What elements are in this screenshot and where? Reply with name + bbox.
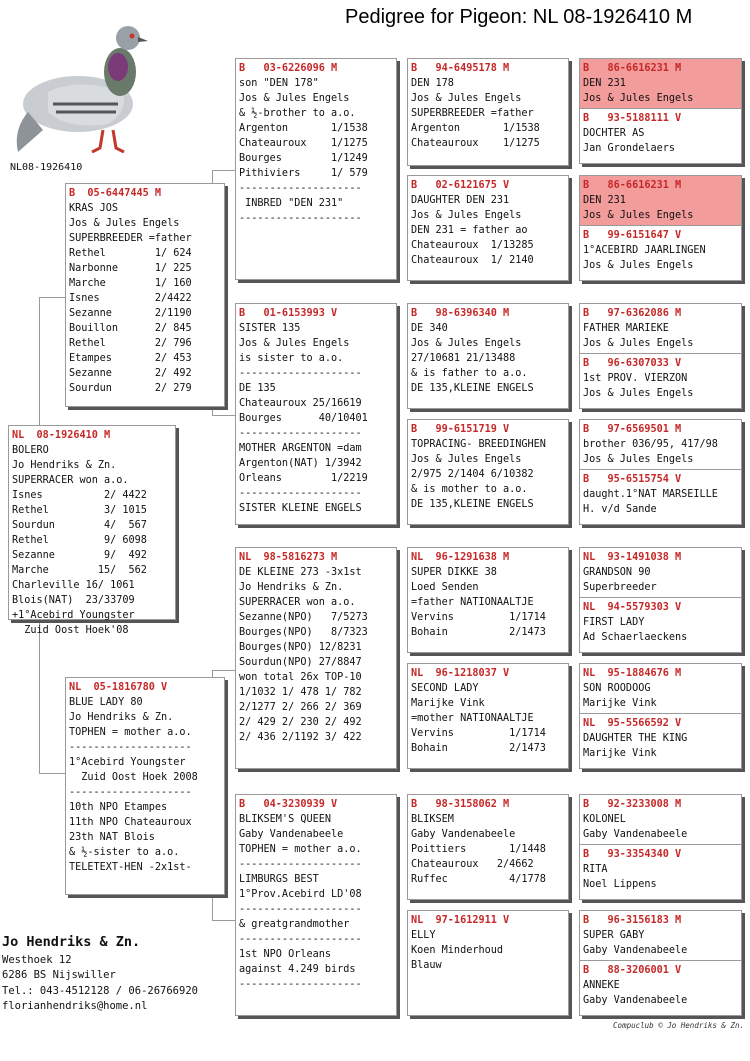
card-line: SUPERBREEDER =father xyxy=(69,233,192,244)
card-line: Narbonne 1/ 225 xyxy=(69,263,192,274)
card-line: Sourdun 2/ 279 xyxy=(69,383,192,394)
card-line: son "DEN 178" xyxy=(239,78,319,89)
card-line: Blois(NAT) 23/33709 xyxy=(12,595,135,606)
card-line: Jo Hendriks & Zn. xyxy=(239,582,344,593)
ring-number: B 96-3156183 M xyxy=(583,915,682,926)
card-line: Jos & Jules Engels xyxy=(583,454,694,465)
grandparent-card xyxy=(235,303,397,525)
card-line: INBRED "DEN 231" xyxy=(239,198,344,209)
father-card xyxy=(65,183,225,407)
ring-number: B 88-3206001 V xyxy=(583,965,682,976)
card-line: 2/1277 2/ 266 2/ 369 xyxy=(239,702,362,713)
ring-number: B 86-6616231 M xyxy=(583,63,682,74)
card-line: 2/ 436 2/1192 3/ 422 xyxy=(239,732,362,743)
card-line: against 4.249 birds xyxy=(239,964,356,975)
card-line: Marijke Vink xyxy=(411,698,485,709)
card-line: Sezanne 2/ 492 xyxy=(69,368,192,379)
card-line: -------------------- xyxy=(239,934,362,945)
card-line: SISTER 135 xyxy=(239,323,301,334)
ring-number: NL 94-5579303 V xyxy=(583,602,682,613)
card-line: DE 135,KLEINE ENGELS xyxy=(411,383,534,394)
card-line: daught.1°NAT MARSEILLE xyxy=(583,489,718,500)
card-line: Jos & Jules Engels xyxy=(411,93,522,104)
card-line: Chateauroux 1/13285 xyxy=(411,240,534,251)
card-line: ELLY xyxy=(411,930,436,941)
g4-sire xyxy=(580,59,741,108)
g4-pair-card xyxy=(579,910,742,1016)
card-line: Chateauroux 25/16619 xyxy=(239,398,362,409)
great-grandparent-card xyxy=(407,663,569,769)
card-line: Sourdun 4/ 567 xyxy=(12,520,147,531)
card-line: DAUGHTER DEN 231 xyxy=(411,195,510,206)
connector-line xyxy=(39,773,66,774)
connector-line xyxy=(212,170,235,171)
card-line: Chateauroux 2/4662 xyxy=(411,859,534,870)
card-line: DE 340 xyxy=(411,323,448,334)
ring-number: B 93-5188111 V xyxy=(583,113,682,124)
g4-dam xyxy=(580,225,741,282)
card-line: Bourges 40/10401 xyxy=(239,413,368,424)
card-line: Bohain 2/1473 xyxy=(411,627,546,638)
card-line: +1°Acebird Youngster xyxy=(12,610,135,621)
ring-number: B 93-3354340 V xyxy=(583,849,682,860)
card-line: Bourges 1/1249 xyxy=(239,153,368,164)
g4-pair-card xyxy=(579,58,742,164)
card-line: TOPRACING- BREEDINGHEN xyxy=(411,439,546,450)
card-line: -------------------- xyxy=(239,488,362,499)
card-line: BLUE LADY 80 xyxy=(69,697,143,708)
g4-dam xyxy=(580,960,741,1017)
card-line: DE 135 xyxy=(239,383,276,394)
subject-card xyxy=(8,425,176,636)
card-line: TOPHEN = mother a.o. xyxy=(239,844,362,855)
card-line: TELETEXT-HEN -2x1st- xyxy=(69,862,192,873)
card-line: Jo Hendriks & Zn. xyxy=(69,712,174,723)
card-line: -------------------- xyxy=(69,787,192,798)
card-line: Gaby Vandenabeele xyxy=(411,829,516,840)
card-line: KRAS JOS xyxy=(69,203,119,214)
owner-block xyxy=(2,935,198,1015)
page-title: Pedigree for Pigeon: NL 08-1926410 M xyxy=(345,6,693,28)
ring-number: B 95-6515754 V xyxy=(583,474,682,485)
ring-number: NL 98-5816273 M xyxy=(239,552,338,563)
card-line: Jos & Jules Engels xyxy=(239,338,350,349)
card-line: 2/ 429 2/ 230 2/ 492 xyxy=(239,717,362,728)
card-line: SUPER GABY xyxy=(583,930,645,941)
card-line: 1st PROV. VIERZON xyxy=(583,373,688,384)
g4-pair-card xyxy=(579,794,742,900)
card-line: Vervins 1/1714 xyxy=(411,612,546,623)
card-line: Marijke Vink xyxy=(583,698,657,709)
card-line: Ruffec 4/1778 xyxy=(411,874,546,885)
card-line: TOPHEN = mother a.o. xyxy=(69,727,192,738)
card-line: Sourdun(NPO) 27/8847 xyxy=(239,657,362,668)
card-line: RITA xyxy=(583,864,608,875)
ring-number: B 02-6121675 V xyxy=(411,180,510,191)
card-line: DOCHTER AS xyxy=(583,128,645,139)
card-line: Orleans 1/2219 xyxy=(239,473,368,484)
great-grandparent-card xyxy=(407,175,569,281)
card-line: Jos & Jules Engels xyxy=(583,388,694,399)
g4-dam xyxy=(580,353,741,410)
card-line: 23th NAT Blois xyxy=(69,832,155,843)
card-line: Jos & Jules Engels xyxy=(411,454,522,465)
card-line: Jos & Jules Engels xyxy=(583,338,694,349)
card-line: & ½-sister to a.o. xyxy=(69,847,180,858)
ring-number: NL 95-1884676 M xyxy=(583,668,682,679)
card-line: 11th NPO Chateauroux xyxy=(69,817,192,828)
card-line: SUPERRACER won a.o. xyxy=(12,475,129,486)
card-line: SISTER KLEINE ENGELS xyxy=(239,503,362,514)
card-line: 1°Acebird Youngster xyxy=(69,757,186,768)
card-line: Gaby Vandenabeele xyxy=(583,995,688,1006)
card-line: ANNEKE xyxy=(583,980,620,991)
card-line: Gaby Vandenabeele xyxy=(239,829,344,840)
card-line: KOLONEL xyxy=(583,814,626,825)
card-line: SECOND LADY xyxy=(411,683,479,694)
card-line: Bourges(NPO) 8/7323 xyxy=(239,627,368,638)
card-line: 1/1032 1/ 478 1/ 782 xyxy=(239,687,362,698)
card-line: =mother NATIONAALTJE xyxy=(411,713,534,724)
card-line: & is father to a.o. xyxy=(411,368,528,379)
g4-pair-card xyxy=(579,547,742,653)
card-line: & is mother to a.o. xyxy=(411,484,528,495)
card-line: Argenton(NAT) 1/3942 xyxy=(239,458,362,469)
card-line: FATHER MARIEKE xyxy=(583,323,669,334)
card-line: Marche 15/ 562 xyxy=(12,565,147,576)
connector-line xyxy=(39,297,40,425)
card-line: Poittiers 1/1448 xyxy=(411,844,546,855)
owner-line: Westhoek 12 xyxy=(2,953,72,966)
card-line: Loed Senden xyxy=(411,582,479,593)
card-line: Sezanne 2/1190 xyxy=(69,308,192,319)
ring-number: B 05-6447445 M xyxy=(69,188,162,199)
card-line: Jan Grondelaers xyxy=(583,143,676,154)
card-line: Koen Minderhoud xyxy=(411,945,504,956)
card-line: FIRST LADY xyxy=(583,617,645,628)
card-line: Argenton 1/1538 xyxy=(239,123,368,134)
grandparent-card xyxy=(235,547,397,769)
card-line: Pithiviers 1/ 579 xyxy=(239,168,368,179)
card-line: Superbreeder xyxy=(583,582,657,593)
card-line: SUPERRACER won a.o. xyxy=(239,597,356,608)
g4-sire xyxy=(580,911,741,960)
card-line: -------------------- xyxy=(239,428,362,439)
card-line: Isnes 2/ 4422 xyxy=(12,490,147,501)
card-line: Marijke Vink xyxy=(583,748,657,759)
card-line: Jos & Jules Engels xyxy=(411,338,522,349)
g4-pair-card xyxy=(579,303,742,409)
card-line: DEN 231 xyxy=(583,195,626,206)
g4-dam xyxy=(580,597,741,654)
ring-number-label: NL08-1926410 xyxy=(10,162,83,173)
card-line: Rethel 1/ 624 xyxy=(69,248,192,259)
connector-line xyxy=(212,670,235,671)
card-line: Noel Lippens xyxy=(583,879,657,890)
connector-line xyxy=(39,618,40,773)
card-line: Jos & Jules Engels xyxy=(583,93,694,104)
card-line: 1st NPO Orleans xyxy=(239,949,332,960)
ring-number: B 99-6151647 V xyxy=(583,230,682,241)
g4-sire xyxy=(580,548,741,597)
card-line: SON ROODOOG xyxy=(583,683,651,694)
connector-line xyxy=(212,415,235,416)
card-line: Jos & Jules Engels xyxy=(583,260,694,271)
g4-sire xyxy=(580,795,741,844)
card-line: Marche 1/ 160 xyxy=(69,278,192,289)
ring-number: B 98-6396340 M xyxy=(411,308,510,319)
connector-line xyxy=(39,297,66,298)
card-line: Chateauroux 1/ 2140 xyxy=(411,255,534,266)
ring-number: NL 97-1612911 V xyxy=(411,915,510,926)
card-line: -------------------- xyxy=(239,183,362,194)
card-line: 10th NPO Etampes xyxy=(69,802,168,813)
owner-email[interactable]: florianhendriks@home.nl xyxy=(2,1000,148,1012)
card-line: & greatgrandmother xyxy=(239,919,350,930)
g4-dam xyxy=(580,844,741,901)
mother-card xyxy=(65,677,225,895)
card-line: -------------------- xyxy=(239,213,362,224)
card-line: 1°ACEBIRD JAARLINGEN xyxy=(583,245,706,256)
ring-number: B 86-6616231 M xyxy=(583,180,682,191)
g4-dam xyxy=(580,713,741,770)
ring-number: NL 95-5566592 V xyxy=(583,718,682,729)
ring-number: NL 08-1926410 M xyxy=(12,430,111,441)
card-line: DEN 231 = father ao xyxy=(411,225,528,236)
card-line: Jos & Jules Engels xyxy=(411,210,522,221)
ring-number: B 01-6153993 V xyxy=(239,308,338,319)
owner-line: Tel.: 043-4512128 / 06-26766920 xyxy=(2,984,198,997)
card-line: =father NATIONAALTJE xyxy=(411,597,534,608)
card-line: Jos & Jules Engels xyxy=(69,218,180,229)
card-line: Jos & Jules Engels xyxy=(583,210,694,221)
card-line: & ½-brother to a.o. xyxy=(239,108,356,119)
ring-number: B 94-6495178 M xyxy=(411,63,510,74)
card-line: Sezanne(NPO) 7/5273 xyxy=(239,612,368,623)
g4-sire xyxy=(580,304,741,353)
card-line: BLIKSEM xyxy=(411,814,454,825)
card-line: Jo Hendriks & Zn. xyxy=(12,460,117,471)
ring-number: B 97-6569501 M xyxy=(583,424,682,435)
card-line: Bouillon 2/ 845 xyxy=(69,323,192,334)
card-line: Etampes 2/ 453 xyxy=(69,353,192,364)
card-line: brother 036/95, 417/98 xyxy=(583,439,718,450)
card-line: Chateauroux 1/1275 xyxy=(239,138,368,149)
card-line: Argenton 1/1538 xyxy=(411,123,540,134)
great-grandparent-card xyxy=(407,547,569,653)
great-grandparent-card xyxy=(407,794,569,900)
card-line: Gaby Vandenabeele xyxy=(583,945,688,956)
g4-dam xyxy=(580,469,741,526)
ring-number: NL 93-1491038 M xyxy=(583,552,682,563)
card-line: GRANDSON 90 xyxy=(583,567,651,578)
card-line: -------------------- xyxy=(239,859,362,870)
card-line: DE KLEINE 273 -3x1st xyxy=(239,567,362,578)
card-line: Bohain 2/1473 xyxy=(411,743,546,754)
card-line: BOLERO xyxy=(12,445,49,456)
card-line: BLIKSEM'S QUEEN xyxy=(239,814,332,825)
card-line: Zuid Oost Hoek'08 xyxy=(12,625,129,636)
card-line: DAUGHTER THE KING xyxy=(583,733,688,744)
card-line: 1°Prov.Acebird LD'08 xyxy=(239,889,362,900)
card-line: -------------------- xyxy=(239,979,362,990)
card-line: Zuid Oost Hoek 2008 xyxy=(69,772,198,783)
card-line: Sezanne 9/ 492 xyxy=(12,550,147,561)
connector-line xyxy=(212,920,235,921)
card-line: Gaby Vandenabeele xyxy=(583,829,688,840)
g4-sire xyxy=(580,176,741,225)
ring-number: B 92-3233008 M xyxy=(583,799,682,810)
ring-number: NL 05-1816780 V xyxy=(69,682,168,693)
card-line: is sister to a.o. xyxy=(239,353,344,364)
card-line: Chateauroux 1/1275 xyxy=(411,138,540,149)
card-line: Jos & Jules Engels xyxy=(239,93,350,104)
ring-number: B 96-6307033 V xyxy=(583,358,682,369)
ring-number: B 04-3230939 V xyxy=(239,799,338,810)
footer-credit: Compuclub © Jo Hendriks & Zn. xyxy=(613,1021,744,1030)
great-grandparent-card xyxy=(407,419,569,525)
card-line: SUPER DIKKE 38 xyxy=(411,567,497,578)
g4-sire xyxy=(580,420,741,469)
g4-dam xyxy=(580,108,741,165)
card-line: -------------------- xyxy=(69,742,192,753)
ring-number: NL 96-1218037 V xyxy=(411,668,510,679)
card-line: Ad Schaerlaeckens xyxy=(583,632,688,643)
card-line: Blauw xyxy=(411,960,442,971)
g4-sire xyxy=(580,664,741,713)
card-line: H. v/d Sande xyxy=(583,504,657,515)
card-line: MOTHER ARGENTON =dam xyxy=(239,443,362,454)
grandparent-card xyxy=(235,794,397,1016)
card-line: Rethel 2/ 796 xyxy=(69,338,192,349)
card-line: LIMBURGS BEST xyxy=(239,874,319,885)
great-grandparent-card xyxy=(407,58,569,166)
card-line: Isnes 2/4422 xyxy=(69,293,192,304)
great-grandparent-card xyxy=(407,303,569,409)
card-line: Bourges(NPO) 12/8231 xyxy=(239,642,362,653)
ring-number: NL 96-1291638 M xyxy=(411,552,510,563)
ring-number: B 98-3158062 M xyxy=(411,799,510,810)
great-grandparent-card xyxy=(407,910,569,1016)
card-line: -------------------- xyxy=(239,368,362,379)
owner-name: Jo Hendriks & Zn. xyxy=(2,934,141,950)
ring-number: B 03-6226096 M xyxy=(239,63,338,74)
g4-pair-card xyxy=(579,175,742,281)
card-line: Charleville 16/ 1061 xyxy=(12,580,135,591)
card-line: SUPERBREEDER =father xyxy=(411,108,534,119)
card-line: -------------------- xyxy=(239,904,362,915)
card-line: DEN 178 xyxy=(411,78,454,89)
card-line: won total 26x TOP-10 xyxy=(239,672,362,683)
card-line: DEN 231 xyxy=(583,78,626,89)
g4-pair-card xyxy=(579,663,742,769)
g4-pair-card xyxy=(579,419,742,525)
card-line: Rethel 3/ 1015 xyxy=(12,505,147,516)
card-line: Vervins 1/1714 xyxy=(411,728,546,739)
pigeon-photo xyxy=(8,12,148,162)
ring-number: B 99-6151719 V xyxy=(411,424,510,435)
owner-line: 6286 BS Nijswiller xyxy=(2,969,116,981)
grandparent-card xyxy=(235,58,397,280)
card-line: 27/10681 21/13488 xyxy=(411,353,516,364)
card-line: Rethel 9/ 6098 xyxy=(12,535,147,546)
card-line: DE 135,KLEINE ENGELS xyxy=(411,499,534,510)
ring-number: B 97-6362086 M xyxy=(583,308,682,319)
card-line: 2/975 2/1404 6/10382 xyxy=(411,469,534,480)
